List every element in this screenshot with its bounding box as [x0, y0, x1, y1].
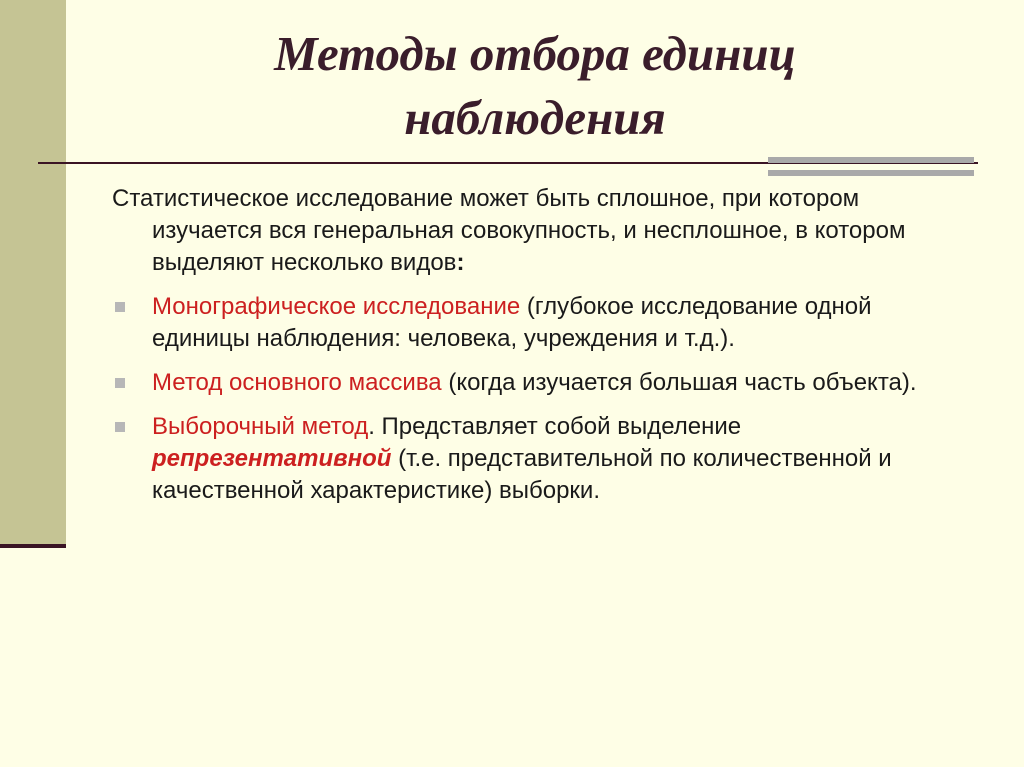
left-decorative-band: [0, 0, 66, 545]
bullet-text: . Представляет собой выделение: [368, 413, 742, 440]
slide-body: [112, 183, 952, 519]
bullet-item-monographic: [112, 291, 952, 355]
bullet-text: (когда изучается большая часть объекта).: [441, 369, 917, 396]
bullet-text: (глубокое исследование одной единицы наблюдения: человека, учреждения и т.д.).: [152, 293, 872, 352]
slide-title: [140, 22, 930, 150]
title-accent-bar: [768, 157, 974, 176]
bullet-emphasis: репрезентативной: [152, 445, 392, 472]
title-line-2: наблюдения: [404, 90, 666, 145]
bullet-item-main-array: [112, 367, 952, 399]
intro-text: Статистическое исследование может быть сплошное, при котором изучается вся генеральная совокупность, и несплошное, в котором выделяют несколько видов: [112, 185, 906, 276]
bullet-text-continued: (т.е. представительной по количественной и качественной характеристике) выборки.: [152, 445, 892, 504]
bullet-term: Монографическое исследование: [152, 293, 521, 320]
intro-paragraph: [112, 183, 952, 279]
left-band-divider: [0, 544, 66, 548]
bullet-term: Метод основного массива: [152, 369, 442, 396]
bullet-term: Выборочный метод: [152, 413, 369, 440]
title-line-1: Методы отбора единиц: [274, 26, 796, 81]
square-bullet-icon: [115, 422, 125, 432]
bullet-item-sampling: [112, 411, 952, 507]
square-bullet-icon: [115, 378, 125, 388]
intro-colon: :: [456, 249, 465, 276]
square-bullet-icon: [115, 302, 125, 312]
